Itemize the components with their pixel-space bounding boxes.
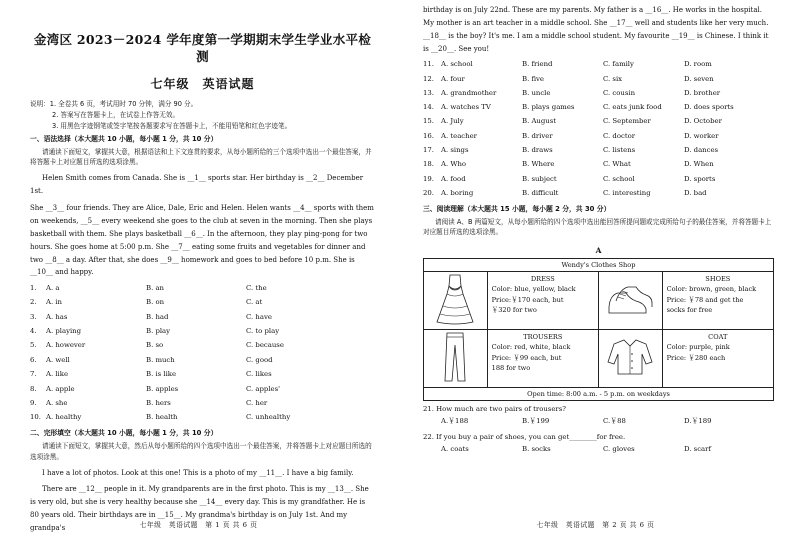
option-a: A. healthy: [46, 413, 82, 422]
question-number: 3.: [30, 312, 37, 321]
option-c: C. listens: [603, 146, 636, 155]
option-a: A. food: [441, 174, 466, 183]
option-row: [423, 186, 774, 200]
option-c: C. eats junk food: [603, 103, 662, 112]
option-a: A. however: [46, 341, 86, 350]
option-b: B. Where: [522, 160, 555, 169]
section2-title: 二、完形填空（本大题共 10 小题，每小题 1 分，共 10 分）: [30, 429, 218, 438]
option-c: C. likes: [246, 370, 272, 379]
question-22: 22. If you buy a pair of shoes, you can get________for free.: [423, 432, 626, 441]
exam-subtitle: 七年级 英语试题: [150, 76, 255, 91]
option-c: C. to play: [246, 327, 280, 336]
question-number: 5.: [30, 341, 37, 350]
option-b: B. difficult: [522, 188, 559, 197]
option-a: A. sings: [441, 146, 469, 155]
option-row: [423, 115, 774, 129]
exam-title: 金湾区 2023－2024 学年度第一学期期末学生学业水平检测: [33, 32, 372, 64]
option-row: [30, 310, 375, 324]
option-a: A. school: [441, 60, 473, 69]
option-a: A. she: [46, 399, 68, 408]
option-a: A. teacher: [441, 131, 477, 140]
option-row: [30, 353, 375, 367]
option-b: B. uncle: [522, 88, 551, 97]
note-2: 2. 答案写在答题卡上，在试卷上作答无效。: [52, 110, 180, 119]
dress-info: DRESS Color: blue, yellow, black Price:￥170 each, but ￥320 for two: [487, 272, 598, 330]
question-number: 2.: [30, 298, 37, 307]
option-d: D. When: [684, 160, 714, 169]
option-c: C. doctor: [603, 131, 636, 140]
option-d: D. sports: [684, 174, 716, 183]
option-a: A. a: [46, 283, 60, 292]
passage1-para1: Helen Smith comes from Canada. She is __1__ sports star. Her birthday is __2__ December 1st.: [30, 173, 364, 195]
question-number: 19.: [423, 174, 434, 183]
option-c: C. What: [603, 160, 631, 169]
option-a: A. four: [441, 74, 465, 83]
page-footer: 七年级 英语试题 第 2 页 共 6 页: [536, 520, 655, 529]
note-1: 说明：1. 全卷共 6 页，考试用时 70 分钟，满分 90 分。: [30, 99, 198, 108]
option-d: D. does sports: [684, 103, 734, 112]
trousers-info: TROUSERS Color: red, white, black Price: ￥99 each, but 188 for two: [487, 330, 598, 388]
option-row: [30, 296, 375, 310]
question-21: 21. How much are two pairs of trousers?: [423, 405, 566, 414]
option-a: A. has: [46, 312, 68, 321]
section1-instructions: 请通读下面短文，掌握其大意，根据语法和上下文连贯的要求，从每小题所给的三个选项中选出一个最佳答案，并将答题卡上对应题目所选的选项涂黑。: [30, 147, 372, 167]
question-number: 14.: [423, 103, 434, 112]
option-b: B. had: [146, 312, 169, 321]
option-c: C. family: [603, 60, 634, 69]
passage2-continued: birthday is on July 22nd. These are my parents. My father is a __16__. He works in the hospital. My mother is an art teacher in a middle school. She __17__ well and students like her very much. __18__ is the boy? It's me. I am a middle school student. My favourite __19__ is Chinese. I think it is __20__. See you!: [423, 6, 769, 53]
question-number: 16.: [423, 131, 434, 140]
option-row: [423, 129, 774, 143]
section2-options: [423, 58, 774, 201]
trousers-icon: [424, 330, 488, 388]
question-number: 7.: [30, 370, 37, 379]
option-d: D. room: [684, 60, 712, 69]
option-b: B. friend: [522, 60, 553, 69]
question-22-options: A. coats B. socks C. gloves D. scarf: [441, 444, 712, 453]
question-number: 15.: [423, 117, 434, 126]
option-c: C. unhealthy: [246, 413, 291, 422]
option-row: [423, 172, 774, 186]
option-a: A. apple: [46, 384, 75, 393]
option-a: A. boring: [441, 188, 474, 197]
option-a: A. well: [46, 355, 70, 364]
question-number: 8.: [30, 384, 37, 393]
option-c: C. September: [603, 117, 651, 126]
option-c: C. the: [246, 283, 267, 292]
option-a: A. watches TV: [441, 103, 491, 112]
question-number: 11.: [423, 60, 434, 69]
option-a: A. in: [46, 298, 62, 307]
option-a: A. Who: [441, 160, 467, 169]
option-a: A. grandmother: [441, 88, 497, 97]
section3-instructions: 请阅读 A、B 两篇短文，从每小题所给的四个选项中选出能回答所提问题或完成所给句子的最佳答案，并将答题卡上对应题目所选的选项涂黑。: [423, 217, 772, 237]
option-b: B. driver: [522, 131, 553, 140]
option-c: C. school: [603, 174, 635, 183]
question-number: 10.: [30, 413, 41, 422]
option-row: [423, 86, 774, 100]
section3-title: 三、阅读理解（本大题共 15 小题，每小题 2 分，共 30 分）: [423, 204, 611, 213]
option-c: C. six: [603, 74, 623, 83]
option-b: B. subject: [522, 174, 557, 183]
option-c: C. cousin: [603, 88, 636, 97]
exam-page-2: [397, 0, 794, 536]
option-row: [30, 339, 375, 353]
question-number: 13.: [423, 88, 434, 97]
option-row: [423, 101, 774, 115]
option-b: B. hers: [146, 399, 171, 408]
option-a: A. July: [441, 117, 464, 126]
option-d: D. worker: [684, 131, 719, 140]
option-b: B. so: [146, 341, 164, 350]
question-number: 6.: [30, 355, 37, 364]
question-number: 17.: [423, 146, 434, 155]
section1-options: [30, 281, 375, 425]
option-b: B. much: [146, 355, 175, 364]
question-number: 12.: [423, 74, 434, 83]
shop-open-time: Open time: 8:00 a.m. - 5 p.m. on weekdays: [424, 388, 774, 401]
question-number: 20.: [423, 188, 434, 197]
option-b: B. plays games: [522, 103, 575, 112]
option-a: A. playing: [46, 327, 82, 336]
option-d: D. dances: [684, 146, 719, 155]
question-number: 9.: [30, 399, 37, 408]
option-c: C. at: [246, 298, 263, 307]
section2-instructions: 请通读下面短文，掌握其大意，然后从每小题所给的四个选项中选出一个最佳答案，并将答题卡上对应题目所选的选项涂黑。: [30, 442, 372, 461]
option-row: [423, 158, 774, 172]
option-c: C. good: [246, 355, 273, 364]
option-a: A. like: [46, 370, 69, 379]
coat-icon: [598, 330, 662, 388]
shop-table: [423, 258, 774, 401]
option-row: [30, 411, 375, 425]
passage2-para2: There are __12__ people in it. My grandparents are in the first photo. This is my __13__. She is very old, but she is very healthy because she __14__ every day. This is my grandfather. He is 80 years old. Their birthdays are in __15__. My grandma's birthday is on July 1st. And my grandpa's: [30, 485, 369, 533]
option-d: D. October: [684, 117, 722, 126]
section1-title: 一、语法选择（本大题共 10 小题，每小题 1 分，共 10 分）: [30, 134, 218, 143]
option-b: B. August: [522, 117, 557, 126]
page-footer: 七年级 英语试题 第 1 页 共 6 页: [139, 520, 258, 529]
question-number: 1.: [30, 283, 37, 292]
option-row: [30, 368, 375, 382]
shoes-info: SHOES Color: brown, green, black Price: ￥78 and get the socks for free: [662, 272, 773, 330]
dress-icon: [424, 272, 488, 330]
exam-notes: [30, 100, 375, 131]
option-d: D. bad: [684, 188, 707, 197]
option-b: B. is like: [146, 370, 177, 379]
option-b: B. apples: [146, 384, 179, 393]
option-c: C. have: [246, 312, 272, 321]
option-row: [423, 72, 774, 86]
passage2-para1: I have a lot of photos. Look at this one! This is a photo of my __11__. I have a big family.: [42, 468, 354, 477]
option-b: B. five: [522, 74, 545, 83]
option-row: [30, 325, 375, 339]
passage1-para2: She __3__ four friends. They are Alice, Dale, Eric and Helen. Helen wants __4__ sports with them on weekends, __5__ every weekend she goes to the club at seven in the morning. Then she plays basketball with them. She plays basketball __6__. In the afternoon, they play ping-pong for two hours. She goes home at 5:00 p.m. She __7__ eating some fruits and vegetables for dinner and two __8__ a day. After that, she does __9__ homework and goes to bed before 10 p.m. She is __10__ and happy.: [30, 203, 374, 277]
option-row: [423, 58, 774, 72]
option-c: C. because: [246, 341, 284, 350]
question-21-options: A.￥188 B.￥199 C.￥88 D.￥189: [441, 416, 712, 425]
option-c: C. apples': [246, 384, 281, 393]
option-row: [30, 382, 375, 396]
option-d: D. brother: [684, 88, 721, 97]
option-b: B. play: [146, 327, 171, 336]
option-c: C. her: [246, 399, 268, 408]
question-number: 18.: [423, 160, 434, 169]
option-c: C. interesting: [603, 188, 651, 197]
option-b: B. on: [146, 298, 165, 307]
passage-letter: A: [595, 245, 602, 255]
option-b: B. health: [146, 413, 178, 422]
note-3: 3. 用黑色字迹钢笔或签字笔按各题要求写在答题卡上，不能用铅笔和红色字迹笔。: [52, 121, 292, 130]
question-number: 4.: [30, 327, 37, 336]
option-row: [30, 281, 375, 295]
coat-info: COAT Color: purple, pink Price: ￥280 each: [662, 330, 773, 388]
option-b: B. an: [146, 283, 164, 292]
option-b: B. draws: [522, 146, 553, 155]
option-d: D. seven: [684, 74, 714, 83]
option-row: [30, 397, 375, 411]
option-row: [423, 144, 774, 158]
shoes-icon: [598, 272, 662, 330]
shop-name: Wendy's Clothes Shop: [424, 259, 774, 272]
